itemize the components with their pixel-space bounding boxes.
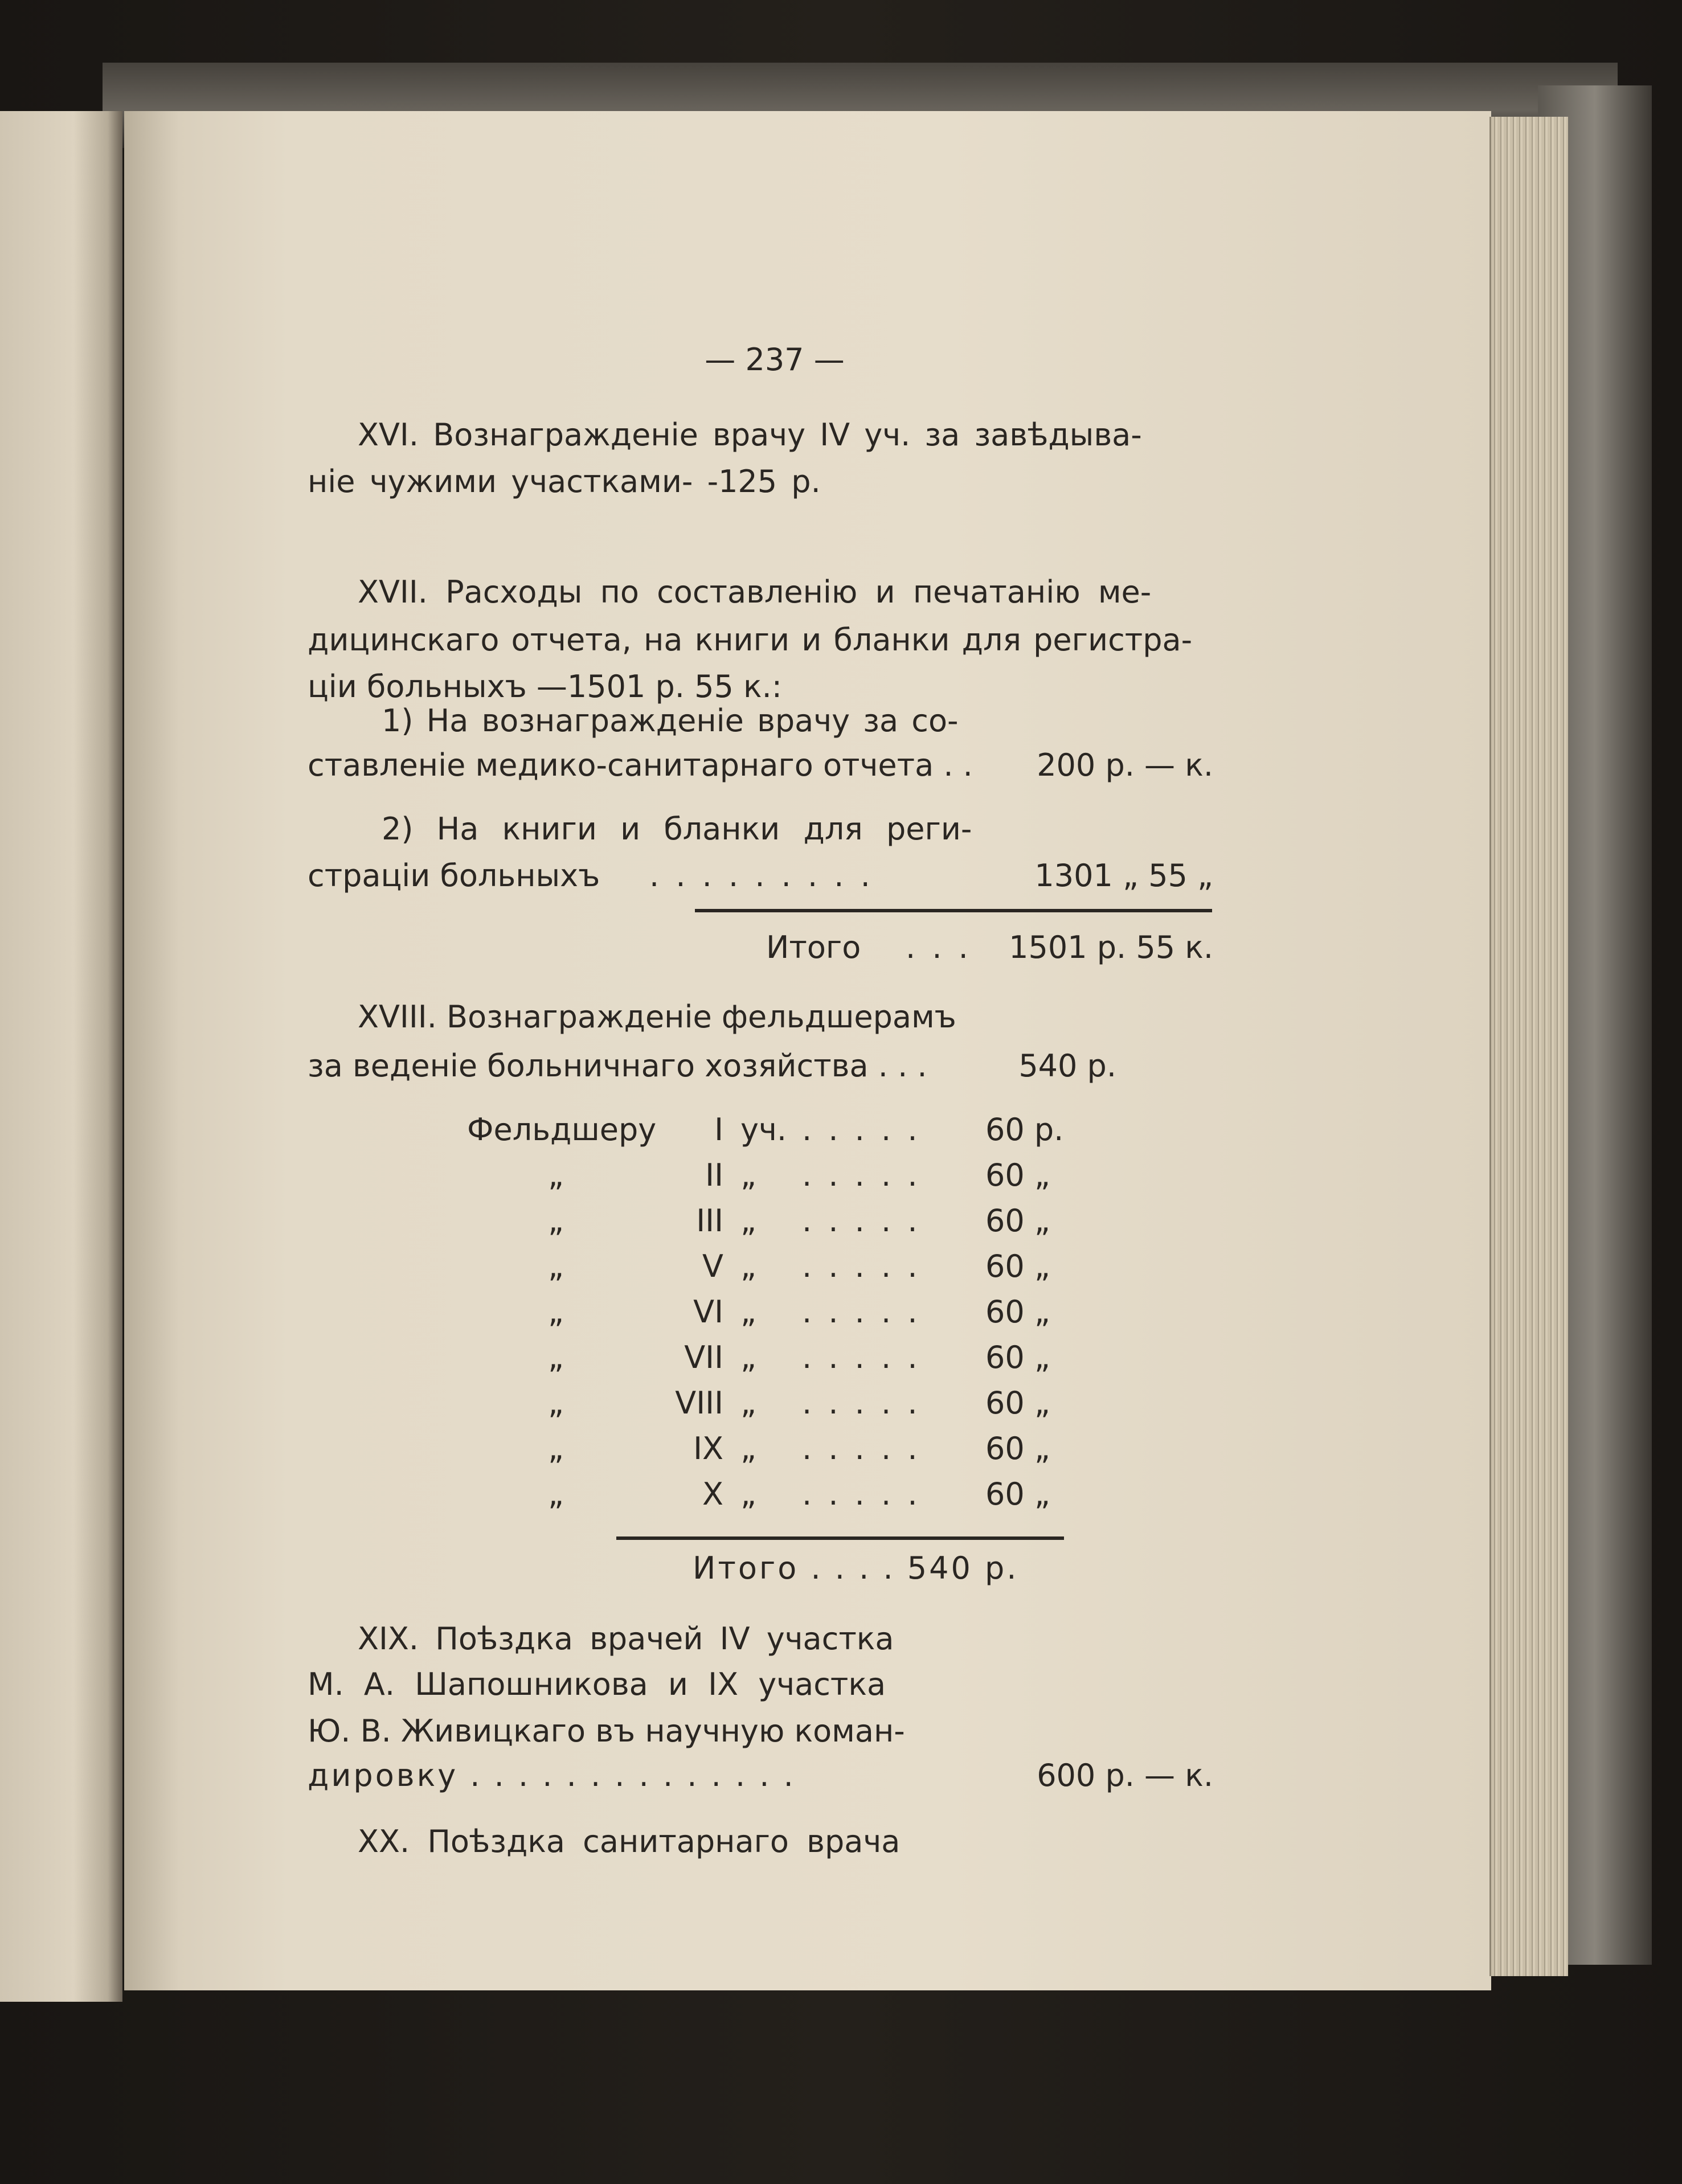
table-row-district: III: [696, 1203, 723, 1239]
table-row-value: 60 р.: [985, 1112, 1064, 1148]
table-row-who: „: [548, 1431, 564, 1466]
section-xviii-amount: 540 р.: [1018, 1048, 1116, 1084]
table-row-who: „: [548, 1248, 564, 1284]
section-xvii-total-label: Итого: [766, 929, 861, 965]
page-block-edges: [1489, 117, 1568, 1976]
table-row-dots: . . . . .: [802, 1476, 921, 1512]
section-xix-line-3: Ю. В. Живицкаго въ научную коман-: [308, 1713, 905, 1749]
table-row-who: „: [548, 1157, 564, 1193]
table-row-value: 60 „: [985, 1294, 1050, 1330]
table-row-district: II: [705, 1157, 723, 1193]
table-row-who: „: [548, 1385, 564, 1421]
table-row-dots: . . . . .: [802, 1431, 921, 1466]
section-xvii-item-2-amount: 1301 „ 55 „: [1034, 858, 1213, 894]
table-row-dots: . . . . .: [802, 1294, 921, 1330]
table-row-value: 60 „: [985, 1385, 1050, 1421]
section-xvii-line-3: ціи больныхъ —1501 р. 55 к.:: [308, 669, 782, 704]
table-row-value: 60 „: [985, 1339, 1050, 1375]
table-row-value: 60 „: [985, 1476, 1050, 1512]
section-xvii-total-rule: [695, 909, 1212, 912]
table-row-unit: уч.: [740, 1112, 787, 1148]
table-row-unit: „: [740, 1476, 756, 1512]
section-xvii-total-dots: . . .: [906, 929, 972, 965]
page-number: — 237 —: [705, 342, 845, 378]
table-row-dots: . . . . .: [802, 1112, 921, 1148]
table-row-who: „: [548, 1294, 564, 1330]
table-row-value: 60 „: [985, 1431, 1050, 1466]
section-xix-line-4: дировку . . . . . . . . . . . . . .: [308, 1757, 796, 1793]
table-row-value: 60 „: [985, 1157, 1050, 1193]
section-xvii-item-1-amount: 200 р. — к.: [1037, 747, 1213, 783]
section-xvii-item-2-dots: . . . . . . . . .: [649, 858, 874, 894]
table-row-unit: „: [740, 1248, 756, 1284]
table-row-district: V: [702, 1248, 723, 1284]
table-row-dots: . . . . .: [802, 1157, 921, 1193]
section-xvii-item-1-line-2: ставленіе медико-санитарнаго отчета . .: [308, 747, 973, 783]
table-row-dots: . . . . .: [802, 1339, 921, 1375]
section-xviii-total-rule: [616, 1536, 1064, 1540]
table-row-who: „: [548, 1476, 564, 1512]
table-row-district: X: [702, 1476, 723, 1512]
table-row-unit: „: [740, 1339, 756, 1375]
section-xvii-item-2-line-1: 2) На книги и бланки для реги-: [382, 811, 972, 847]
table-row-district: VIII: [675, 1385, 723, 1421]
table-row-district: VII: [684, 1339, 723, 1375]
section-xviii-line-2: за веденіе больничнаго хозяйства . . .: [308, 1048, 927, 1084]
section-xviii-line-1: XVIII. Вознагражденіе фельдшерамъ: [358, 999, 956, 1035]
table-row-unit: „: [740, 1157, 756, 1193]
table-row-dots: . . . . .: [802, 1385, 921, 1421]
table-row-who: Фельдшеру: [467, 1112, 657, 1148]
section-xvi-line-2: ніе чужими участками- -125 р.: [308, 464, 821, 499]
table-row-district: VI: [693, 1294, 723, 1330]
table-row-unit: „: [740, 1294, 756, 1330]
left-page-edge: [0, 111, 122, 2002]
table-row-district: I: [714, 1112, 723, 1148]
section-xvii-line-1: XVII. Расходы по составленію и печатанію ме-: [358, 574, 1152, 610]
table-row-unit: „: [740, 1203, 756, 1239]
section-xix-amount: 600 р. — к.: [1037, 1757, 1213, 1793]
section-xvii-item-2-line-2: страціи больныхъ: [308, 858, 600, 894]
section-xvii-item-1-line-1: 1) На вознагражденіе врачу за со-: [382, 703, 959, 739]
table-row-value: 60 „: [985, 1248, 1050, 1284]
section-xvii-line-2: дицинскаго отчета, на книги и бланки для регистра-: [308, 622, 1193, 658]
table-row-unit: „: [740, 1431, 756, 1466]
table-row-district: IX: [693, 1431, 723, 1466]
section-xix-line-1: XIX. Поѣздка врачей IV участка: [358, 1621, 894, 1657]
table-row-value: 60 „: [985, 1203, 1050, 1239]
table-row-unit: „: [740, 1385, 756, 1421]
section-xviii-total: Итого . . . . 540 р.: [693, 1550, 1019, 1586]
section-xvii-total-amount: 1501 р. 55 к.: [1009, 929, 1213, 965]
table-row-dots: . . . . .: [802, 1203, 921, 1239]
table-row-dots: . . . . .: [802, 1248, 921, 1284]
section-xix-line-2: М. А. Шапошникова и IX участка: [308, 1666, 886, 1702]
table-row-who: „: [548, 1203, 564, 1239]
table-row-who: „: [548, 1339, 564, 1375]
section-xx-line-1: XX. Поѣздка санитарнаго врача: [358, 1824, 901, 1859]
section-xvi-line-1: XVI. Вознагражденіе врачу IV уч. за завѣдыва-: [358, 417, 1142, 453]
